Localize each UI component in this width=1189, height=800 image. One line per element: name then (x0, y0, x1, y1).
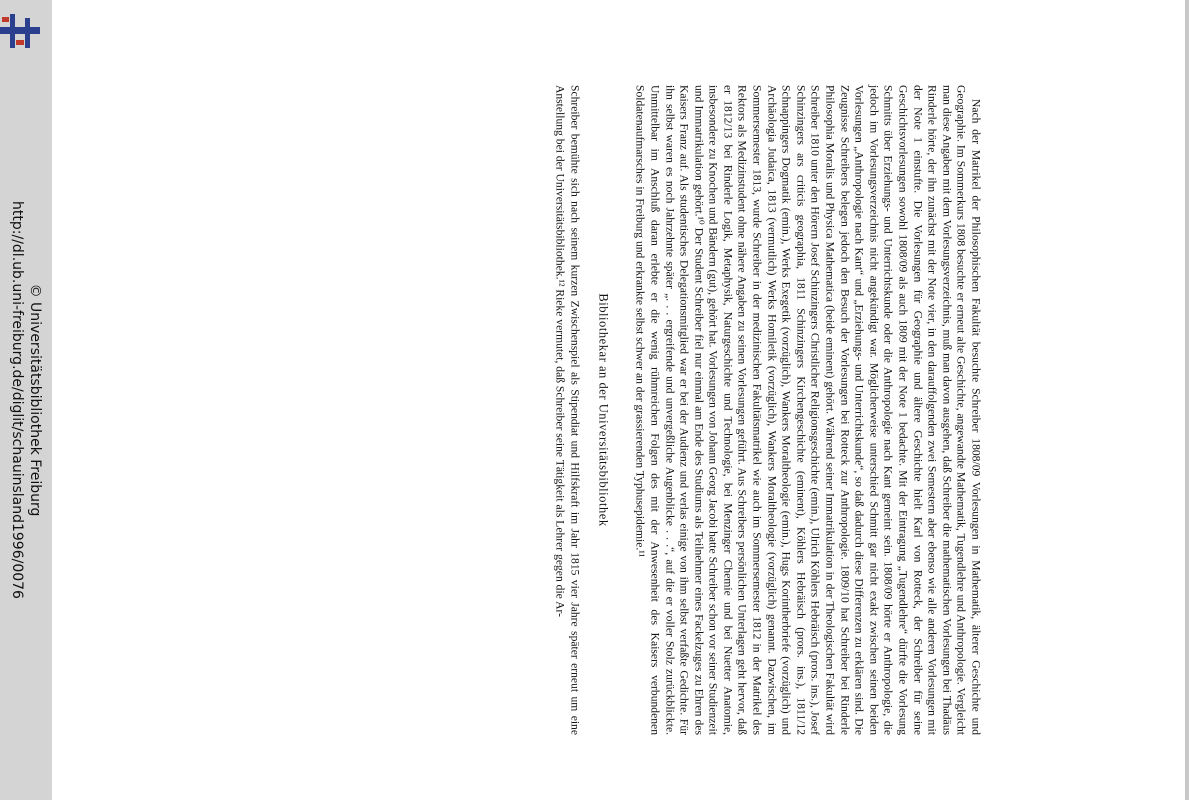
document-page (378, 85, 983, 735)
section-heading: Bibliothekar an der Universitätsbibliothek (596, 293, 611, 527)
sidebar (0, 0, 52, 800)
paragraph-2: Schreiber bemühte sich nach seinem kurzen Zwischenspiel als Stipendiat und Hilfskraft im Jahr 1815 vier Jahre später erneut um eine Anstellung bei der Universitätsbibliothek.¹² Rieke vermutet, daß Schreiber seine Tätigkeit als Lehrer gegen die Ar- (553, 85, 582, 735)
source-url[interactable]: http://dl.ub.uni-freiburg.de/diglit/schauinsland1996/0076 (9, 201, 25, 599)
university-library-logo (0, 0, 52, 56)
copyright-notice: © Universitätsbibliothek Freiburg (27, 283, 43, 517)
scrollbar-track[interactable] (1185, 0, 1189, 800)
paragraph-1: Nach der Matrikel der Philosophischen Fakultät besuchte Schreiber 1808/09 Vorlesungen in Mathematik, älterer Geschichte und Geographie. Im Sommerkurs 1808 besuchte er erneut alte Geschichte, angewandte Mathematik, Tugendlehre und Anthropologie. Vergleicht man diese Angaben mit dem Vorlesungsverzeichnis, muß man davon ausgehen, daß Schreiber die mathematischen Vorlesungen bei Thadäus Rinderle hörte, der ihn zunächst mit der Note vier, in den darauffolgenden zwei Semestern aber ebenso wie alle anderen Vorlesungen mit der Note 1 einstufte. Die Vorlesungen für Geographie und ältere Geschichte hielt Karl von Rotteck, der Schreiber für seine Geschichtsvorlesungen sowohl 1808/09 als auch 1809 mit der Note 1 bedachte. Mit der Eintragung „Tugendlehre“ dürfte die Vorlesung Schmitts über Erziehungs- und Unterrichtskunde oder die Anthropologie nach Kant gemeint sein. 1808/09 hörte er Anthropologie, die jedoch im Vorlesungsverzeichnis nicht angekündigt war. Möglicherweise unterschied Schmitt gar nicht exakt zwischen seinen beiden Vorlesungen „Anthropologie nach Kant“ und „Erziehungs- und Unterrichtskunde“, so daß dadurch diese Differenzen zu erklären sind. Die Zeugnisse Schreibers belegen jedoch den Besuch der Vorlesungen bei Rotteck zur Anthropologie. 1809/10 hat Schreiber bei Rinderle Philosophia Moralis und Physica Mathematica (beide eminent) gehört. Während seiner Immatrikulation in der Theologischen Fakultät wird Schreiber 1810 unter den Hörern Josef Schinzingers Christlicher Religionsgeschichte (emin.), Ulrich Köhlers Hebräisch (prors. ins.), Josef Schinzingers ars criticis geographia, 1811 Schinzingers Kirchengeschichte (eminent), Köhlers Hebräisch (prors. ins.), 1811/12 Schnappingers Dogmatik (emin.), Werks Exegetik (vorzüglich), Wankers Moraltheologie (emin.), Hugs Korintherbriefe (vorzüglich) und Archäologia Judaica, 1813 (vermutlich) Werks Homiletik (vorzüglich), Wankers Moraltheologie (vorzüglich) genannt. Dazwischen, im Sommersemester 1813, wurde Schreiber in der medizinischen Fakultätsmatrikel wie auch im Sommersemester 1812 in der Matrikel des Rektors als Medizinstudent ohne nähere Angaben zu seinen Vorlesungen geführt. Aus Schreibers persönlichen Unterlagen geht hervor, daß er 1812/13 bei Rinderle Logik, Metaphysik, Naturgeschichte und Technologie, bei Menzinger Chemie und bei Nuetter Anatomie, insbesondere zu Knochen und Bändern (gut), gehört hat. Vorlesungen von Johann Georg Jacobi hatte Schreiber schon vor seiner Studienzeit und Immatrikulation gehört.¹⁰ Der Student Schreiber fiel nur einmal am Ende des Studiums als Teilnehmer eines Fackelzuges zu Ehren des Kaisers Franz auf. Als studentisches Delegationsmitglied war er bei der Audienz und verlas einige von ihm selbst verfaßte Gedichte. Für ihn selbst waren es noch Jahrzehnte später „. . . ergreifende und unvergeßliche Augenblicke . . .“, auf die er voller Stolz zurückblickte. Unmittelbar im Anschluß daran erlebte er die wenig rühmreichen Folgen des mit der Anwesenheit des Kaisers verbundenen Soldatenaufmarsches in Freiburg und erkrankte selbst schwer an der grassierenden Typhusepidemie.¹¹ (633, 85, 983, 735)
